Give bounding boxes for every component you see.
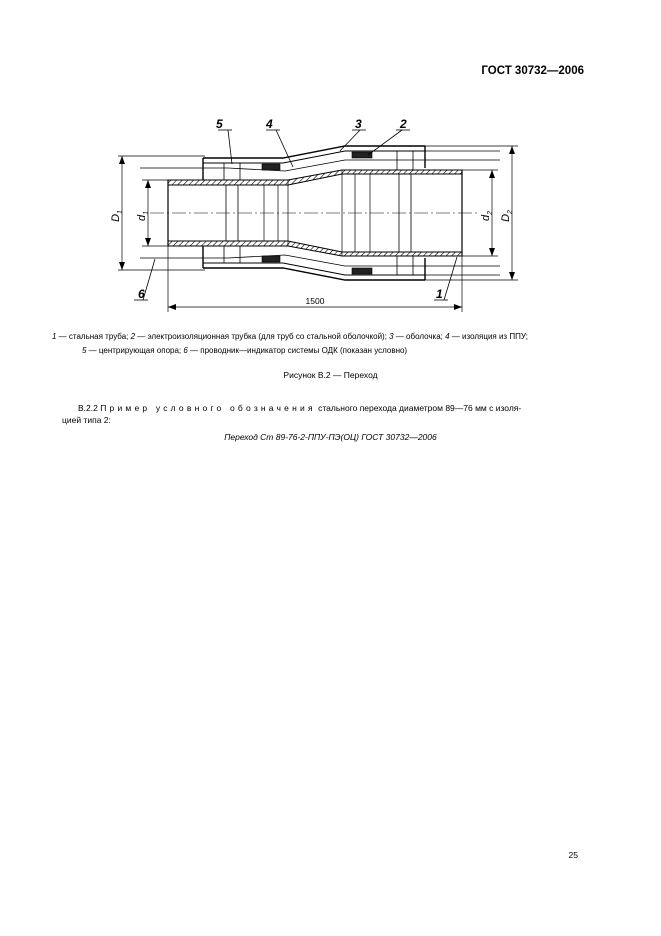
document-number: ГОСТ 30732—2006 bbox=[481, 65, 584, 77]
dim-length: 1500 bbox=[305, 296, 325, 306]
designation-example: Переход Ст 89-76-2-ППУ-ПЭ(ОЦ) ГОСТ 30732—2006 bbox=[224, 432, 437, 442]
transition-drawing bbox=[0, 0, 661, 330]
figure-legend bbox=[52, 330, 612, 358]
callout-1: 1 bbox=[436, 287, 443, 301]
page-number: 25 bbox=[568, 850, 578, 860]
steel-pipe-upper-wall bbox=[168, 170, 462, 185]
callout-3: 3 bbox=[355, 117, 362, 131]
legend-line-1: 1 — стальная труба; 2 — электроизоляционная трубка (для труб со стальной оболочкой); 3 — оболочка; 4 — изоляция из ППУ; bbox=[52, 332, 528, 341]
casing-lower bbox=[203, 268, 425, 280]
dim-d1: $d_1$ bbox=[136, 210, 150, 222]
callout-6: 6 bbox=[138, 287, 145, 301]
casing-upper bbox=[203, 146, 425, 158]
section-paragraph: В.2.2 Пример условного обозначения стального перехода диаметром 89—76 мм с изоля- цией типа 2: bbox=[62, 403, 522, 425]
callout-5: 5 bbox=[216, 117, 223, 131]
dim-D2: $D_2$ bbox=[500, 210, 514, 222]
dim-D1: $D_1$ bbox=[110, 210, 124, 222]
casing-upper-inner bbox=[203, 151, 425, 163]
callout-4: 4 bbox=[266, 117, 273, 131]
figure-caption: Рисунок В.2 — Переход bbox=[283, 370, 378, 380]
indicator-wire-upper bbox=[140, 160, 500, 171]
casing-lower-inner bbox=[203, 263, 425, 275]
callout-2: 2 bbox=[400, 117, 407, 131]
dim-d2: $d_2$ bbox=[480, 210, 494, 222]
legend-line-2: 5 — центрирующая опора; 6 — проводник—индикатор системы ОДК (показан условно) bbox=[82, 346, 408, 355]
steel-pipe-lower-wall bbox=[168, 241, 462, 256]
centering-support-left bbox=[224, 163, 240, 263]
indicator-wire-lower bbox=[140, 255, 500, 266]
